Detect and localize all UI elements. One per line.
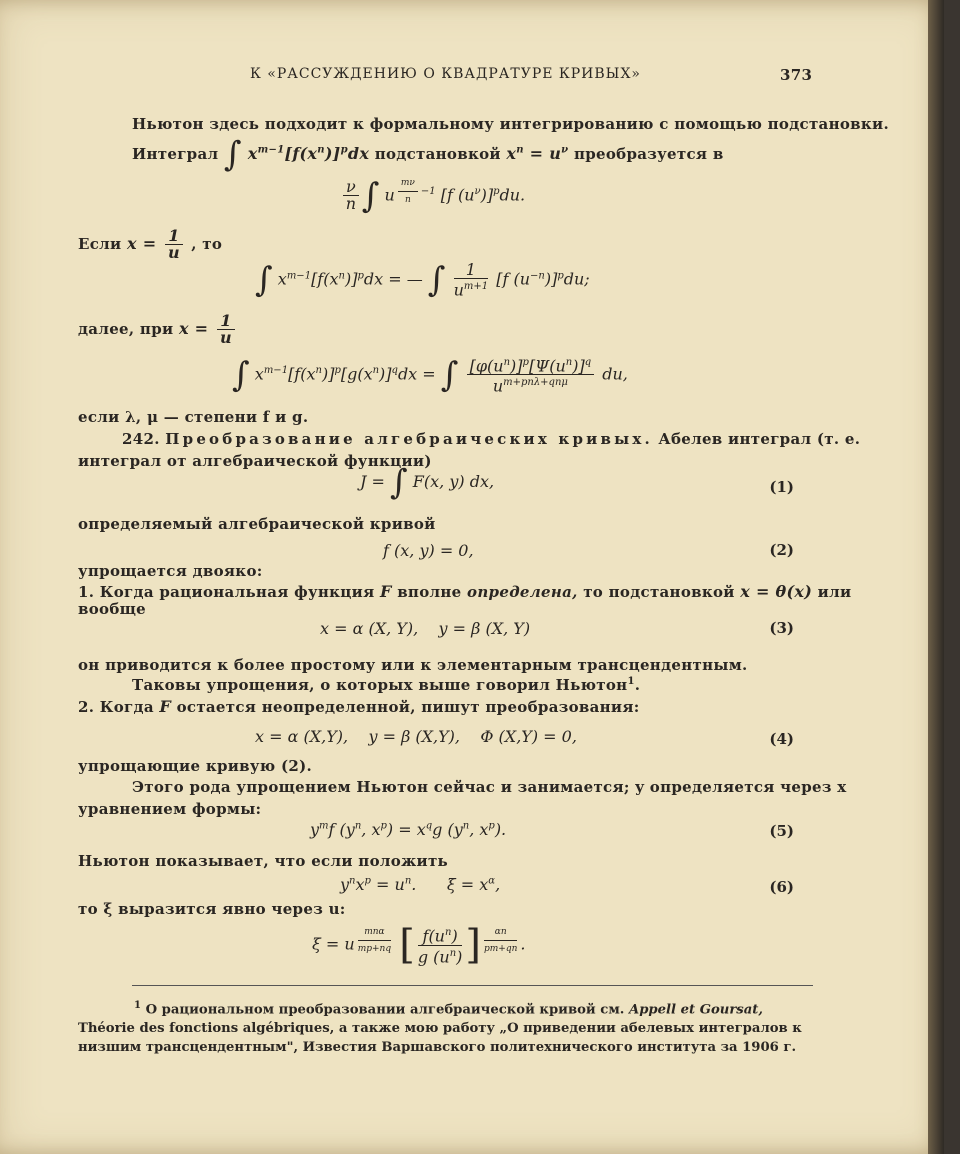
page-edge — [928, 0, 944, 1154]
text-line-14: 2. Когда F остается неопределенной, пишут преобразования: — [78, 697, 640, 716]
equation-number-5: (5) — [769, 822, 794, 840]
equation-3: x = α (X, Y), y = β (X, Y) — [320, 619, 531, 638]
text-line-12: он приводится к более простому или к элементарным трансцендентным. — [78, 656, 748, 674]
equation-number-6: (6) — [769, 878, 794, 896]
equation-inverse: ∫ $x^{m-1}[f(x^n)]^pdx$ = — ∫ $\frac{1}{u^{m+1}}$ [f $(u^{-n})]^pdu$; — [255, 260, 590, 301]
equation-6: $y^nx^p = u^n$. $\xi = x^\alpha$, — [340, 875, 501, 894]
text-line-9: упрощается двояко: — [78, 562, 263, 580]
equation-number-3: (3) — [769, 619, 794, 637]
equation-2: f (x, y) = 0, — [383, 541, 474, 560]
equation-5: $y^mf$ ($y^n$, $x^p) = x^qg$ ($y^n$, $x^p$). — [310, 820, 507, 839]
text-line-6: 242. Преобразование алгебраических кривых. Абелев интеграл (т. е. — [122, 430, 861, 448]
equation-number-2: (2) — [769, 541, 794, 559]
text-line-3: Если x = $\frac{1}{u}$ , то — [78, 226, 223, 262]
footnote-rule — [132, 985, 813, 986]
section-heading: Преобразование алгебраических кривых. — [165, 430, 653, 448]
equation-general: ∫ $x^{m-1}[f(x^n)]^p[g(x^n)]^qdx$ = ∫ $\frac{[\varphi(u^n)]^p[\Psi(u^n)]^q}{u^{m+pn\lambda+qn\mu}}$ du, — [232, 354, 628, 396]
text-line-2: Интеграл ∫ $x^{m-1}[f(x^n)]^pdx$ подстановкой $x^n = u^\nu$ преобразуется в — [132, 134, 724, 175]
text-line-7: интеграл от алгебраической функции) — [78, 452, 432, 470]
equation-number-4: (4) — [769, 730, 794, 748]
equation-number-1: (1) — [769, 478, 794, 496]
text-line-16: Этого рода упрощением Ньютон сейчас и занимается; y определяется через x — [132, 778, 847, 796]
text-line-15: упрощающие кривую (2). — [78, 757, 313, 775]
text-line-17: уравнением формы: — [78, 800, 262, 818]
text-line-13: Таковы упрощения, о которых выше говорил Ньютон$^1$. — [132, 676, 641, 694]
equation-1: J = ∫ F(x, y) dx, — [360, 462, 495, 503]
text-line-5: если λ, μ — степени f и g. — [78, 408, 309, 426]
text-line-10: 1. Когда рациональная функция F вполне определена, то подстановкой x = θ(x) или — [78, 582, 852, 601]
text-line-8: определяемый алгебраической кривой — [78, 515, 436, 533]
text-line-4: далее, при x = $\frac{1}{u}$ — [78, 313, 238, 346]
running-title: К «РАССУЖДЕНИЮ О КВАДРАТУРЕ КРИВЫХ» — [250, 66, 641, 82]
text-line-11: вообще — [78, 600, 147, 618]
equation-4: x = α (X,Y), y = β (X,Y), Φ (X,Y) = 0, — [255, 727, 577, 746]
text-line-18: Ньютон показывает, что если положить — [78, 852, 449, 870]
equation-xi: ξ = u $^{\frac{\text{mnα}}{mp+nq}}$ [ $\frac{f(u^n)}{g (u^n)}$ ] $^{\frac{\alpha n}{pm+qn}}$ . — [312, 922, 526, 968]
footnote: $^1$ О рациональном преобразовании алгебраической кривой см. Appell et Goursat, Théorie des fonctions algébriques, а также мою работу „О приведении абелевых интегралов к низшим трансцендентным", Известия Варшавского политехнического института за 1906 г. — [78, 1000, 802, 1056]
page-number: 373 — [780, 66, 813, 84]
text-line-19: то ξ выразится явно через u: — [78, 900, 346, 918]
equation-substitution: $\frac{\nu}{n}$ ∫ u $^{\frac{m\nu}{n} -1}$ [f $(u^\nu)]^pdu$. — [340, 175, 525, 212]
text-line-1: Ньютон здесь подходит к формальному интегрированию с помощью подстановки. — [132, 115, 889, 133]
